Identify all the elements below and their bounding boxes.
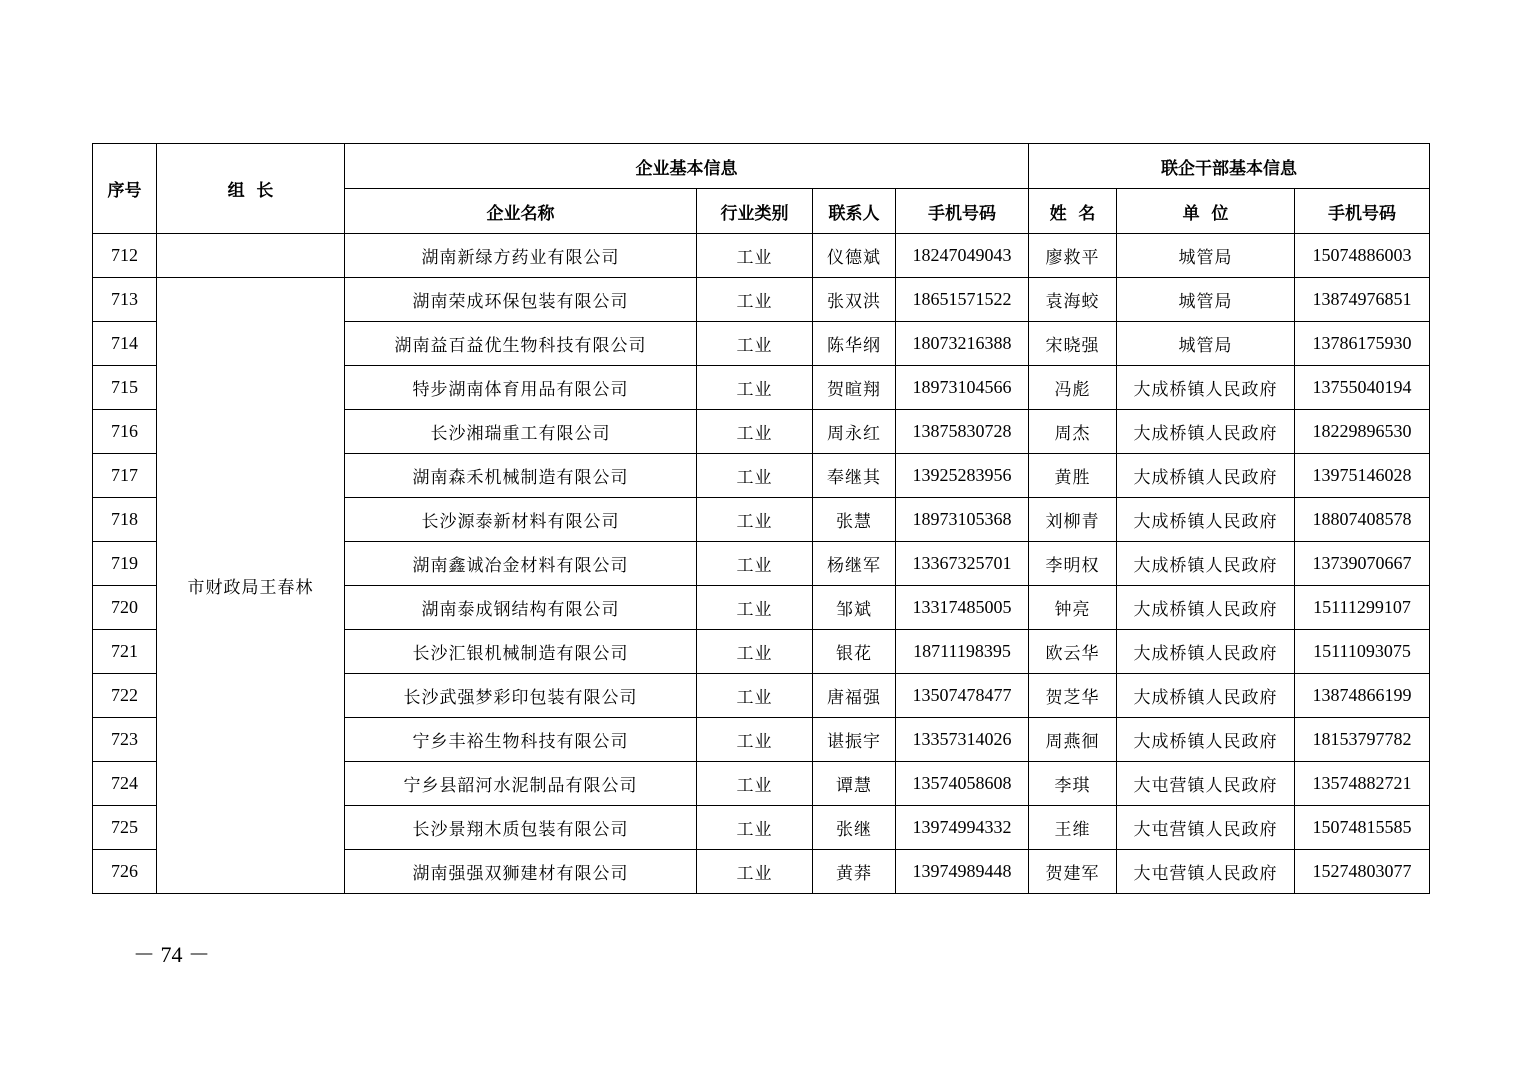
cell-cadre-unit: 大成桥镇人民政府 xyxy=(1117,498,1295,542)
cell-cadre-name: 刘柳青 xyxy=(1029,498,1117,542)
cell-industry: 工业 xyxy=(697,806,813,850)
cell-enterprise-name: 长沙景翔木质包装有限公司 xyxy=(345,806,697,850)
cell-contact: 银花 xyxy=(813,630,896,674)
cell-industry: 工业 xyxy=(697,454,813,498)
cell-industry: 工业 xyxy=(697,366,813,410)
cell-enterprise-phone: 13974989448 xyxy=(896,850,1029,894)
cell-contact: 奉继其 xyxy=(813,454,896,498)
cell-seq: 720 xyxy=(93,586,157,630)
cell-cadre-phone: 18229896530 xyxy=(1295,410,1430,454)
cell-industry: 工业 xyxy=(697,322,813,366)
cell-contact: 邹斌 xyxy=(813,586,896,630)
cell-contact: 谭慧 xyxy=(813,762,896,806)
header-cadre-unit: 单 位 xyxy=(1117,189,1295,234)
cell-cadre-unit: 城管局 xyxy=(1117,234,1295,278)
cell-cadre-name: 钟亮 xyxy=(1029,586,1117,630)
cell-seq: 724 xyxy=(93,762,157,806)
cell-seq: 718 xyxy=(93,498,157,542)
cell-cadre-phone: 13786175930 xyxy=(1295,322,1430,366)
cell-enterprise-phone: 13357314026 xyxy=(896,718,1029,762)
cell-cadre-name: 宋晓强 xyxy=(1029,322,1117,366)
cell-cadre-unit: 大成桥镇人民政府 xyxy=(1117,542,1295,586)
cell-cadre-name: 贺芝华 xyxy=(1029,674,1117,718)
cell-enterprise-phone: 13974994332 xyxy=(896,806,1029,850)
cell-industry: 工业 xyxy=(697,542,813,586)
cell-industry: 工业 xyxy=(697,762,813,806)
cell-cadre-phone: 15111299107 xyxy=(1295,586,1430,630)
cell-seq: 715 xyxy=(93,366,157,410)
cell-industry: 工业 xyxy=(697,410,813,454)
cell-enterprise-name: 长沙源泰新材料有限公司 xyxy=(345,498,697,542)
header-industry: 行业类别 xyxy=(697,189,813,234)
cell-contact: 杨继军 xyxy=(813,542,896,586)
cell-cadre-name: 欧云华 xyxy=(1029,630,1117,674)
cell-cadre-phone: 15074886003 xyxy=(1295,234,1430,278)
cell-enterprise-phone: 13925283956 xyxy=(896,454,1029,498)
cell-cadre-name: 冯彪 xyxy=(1029,366,1117,410)
cell-contact: 张继 xyxy=(813,806,896,850)
cell-cadre-phone: 13874976851 xyxy=(1295,278,1430,322)
cell-enterprise-phone: 18247049043 xyxy=(896,234,1029,278)
cell-seq: 712 xyxy=(93,234,157,278)
cell-cadre-unit: 大屯营镇人民政府 xyxy=(1117,806,1295,850)
cell-seq: 723 xyxy=(93,718,157,762)
table-row xyxy=(93,278,1430,322)
cell-cadre-phone: 15074815585 xyxy=(1295,806,1430,850)
cell-seq: 713 xyxy=(93,278,157,322)
cell-cadre-phone: 13574882721 xyxy=(1295,762,1430,806)
cell-enterprise-name: 宁乡丰裕生物科技有限公司 xyxy=(345,718,697,762)
cell-cadre-phone: 13874866199 xyxy=(1295,674,1430,718)
cell-enterprise-name: 湖南益百益优生物科技有限公司 xyxy=(345,322,697,366)
cell-enterprise-name: 湖南鑫诚冶金材料有限公司 xyxy=(345,542,697,586)
cell-cadre-unit: 城管局 xyxy=(1117,322,1295,366)
header-enterprise-name: 企业名称 xyxy=(345,189,697,234)
cell-cadre-unit: 大屯营镇人民政府 xyxy=(1117,762,1295,806)
cell-contact: 张双洪 xyxy=(813,278,896,322)
header-cadre-name: 姓 名 xyxy=(1029,189,1117,234)
cell-enterprise-name: 湖南新绿方药业有限公司 xyxy=(345,234,697,278)
cell-contact: 唐福强 xyxy=(813,674,896,718)
cell-cadre-name: 黄胜 xyxy=(1029,454,1117,498)
cell-enterprise-phone: 18711198395 xyxy=(896,630,1029,674)
cell-enterprise-name: 湖南泰成钢结构有限公司 xyxy=(345,586,697,630)
cell-cadre-phone: 13755040194 xyxy=(1295,366,1430,410)
cell-cadre-name: 贺建军 xyxy=(1029,850,1117,894)
cell-enterprise-phone: 18651571522 xyxy=(896,278,1029,322)
header-contact: 联系人 xyxy=(813,189,896,234)
cell-cadre-phone: 13975146028 xyxy=(1295,454,1430,498)
header-enterprise-group: 企业基本信息 xyxy=(345,144,1029,189)
cell-cadre-unit: 城管局 xyxy=(1117,278,1295,322)
cell-contact: 黄莽 xyxy=(813,850,896,894)
cell-cadre-name: 廖救平 xyxy=(1029,234,1117,278)
cell-industry: 工业 xyxy=(697,674,813,718)
cell-enterprise-phone: 13507478477 xyxy=(896,674,1029,718)
cell-seq: 726 xyxy=(93,850,157,894)
cell-enterprise-name: 长沙武强梦彩印包装有限公司 xyxy=(345,674,697,718)
cell-cadre-unit: 大成桥镇人民政府 xyxy=(1117,454,1295,498)
cell-seq: 716 xyxy=(93,410,157,454)
page-number: － 74 － xyxy=(133,942,211,967)
cell-cadre-unit: 大成桥镇人民政府 xyxy=(1117,410,1295,454)
cell-cadre-unit: 大成桥镇人民政府 xyxy=(1117,718,1295,762)
cell-enterprise-phone: 18073216388 xyxy=(896,322,1029,366)
cell-enterprise-name: 湖南荣成环保包装有限公司 xyxy=(345,278,697,322)
cell-cadre-unit: 大成桥镇人民政府 xyxy=(1117,586,1295,630)
cell-cadre-name: 李琪 xyxy=(1029,762,1117,806)
cell-industry: 工业 xyxy=(697,234,813,278)
cell-cadre-name: 李明权 xyxy=(1029,542,1117,586)
cell-enterprise-phone: 13317485005 xyxy=(896,586,1029,630)
cell-industry: 工业 xyxy=(697,850,813,894)
cell-contact: 陈华纲 xyxy=(813,322,896,366)
table-row xyxy=(93,234,1430,278)
header-seq: 序号 xyxy=(93,144,157,234)
cell-industry: 工业 xyxy=(697,718,813,762)
cell-seq: 719 xyxy=(93,542,157,586)
table-header xyxy=(93,144,1430,234)
cell-enterprise-name: 特步湖南体育用品有限公司 xyxy=(345,366,697,410)
cell-seq: 725 xyxy=(93,806,157,850)
cell-industry: 工业 xyxy=(697,498,813,542)
cell-enterprise-name: 湖南森禾机械制造有限公司 xyxy=(345,454,697,498)
cell-leader-group: 市财政局王春林 xyxy=(157,278,345,894)
cell-cadre-name: 周燕徊 xyxy=(1029,718,1117,762)
cell-cadre-name: 周杰 xyxy=(1029,410,1117,454)
cell-cadre-unit: 大成桥镇人民政府 xyxy=(1117,366,1295,410)
cell-seq: 722 xyxy=(93,674,157,718)
cell-cadre-unit: 大屯营镇人民政府 xyxy=(1117,850,1295,894)
cell-contact: 贺暄翔 xyxy=(813,366,896,410)
cell-enterprise-name: 宁乡县韶河水泥制品有限公司 xyxy=(345,762,697,806)
header-cadre-group: 联企干部基本信息 xyxy=(1029,144,1430,189)
header-row-1 xyxy=(93,144,1430,189)
cell-leader xyxy=(157,234,345,278)
enterprise-cadre-table xyxy=(92,143,1430,894)
table-body xyxy=(93,234,1430,894)
cell-cadre-name: 袁海蛟 xyxy=(1029,278,1117,322)
cell-industry: 工业 xyxy=(697,586,813,630)
cell-contact: 周永红 xyxy=(813,410,896,454)
cell-enterprise-name: 长沙汇银机械制造有限公司 xyxy=(345,630,697,674)
cell-cadre-phone: 18807408578 xyxy=(1295,498,1430,542)
cell-enterprise-phone: 13367325701 xyxy=(896,542,1029,586)
cell-contact: 仪德斌 xyxy=(813,234,896,278)
header-enterprise-phone: 手机号码 xyxy=(896,189,1029,234)
cell-seq: 717 xyxy=(93,454,157,498)
cell-seq: 721 xyxy=(93,630,157,674)
cell-seq: 714 xyxy=(93,322,157,366)
cell-enterprise-phone: 18973105368 xyxy=(896,498,1029,542)
cell-cadre-phone: 13739070667 xyxy=(1295,542,1430,586)
header-leader: 组 长 xyxy=(157,144,345,234)
cell-enterprise-name: 长沙湘瑞重工有限公司 xyxy=(345,410,697,454)
cell-enterprise-phone: 18973104566 xyxy=(896,366,1029,410)
cell-contact: 谌振宇 xyxy=(813,718,896,762)
cell-cadre-phone: 18153797782 xyxy=(1295,718,1430,762)
cell-enterprise-name: 湖南强强双狮建材有限公司 xyxy=(345,850,697,894)
cell-enterprise-phone: 13574058608 xyxy=(896,762,1029,806)
cell-cadre-phone: 15274803077 xyxy=(1295,850,1430,894)
header-cadre-phone: 手机号码 xyxy=(1295,189,1430,234)
cell-cadre-unit: 大成桥镇人民政府 xyxy=(1117,674,1295,718)
cell-contact: 张慧 xyxy=(813,498,896,542)
cell-industry: 工业 xyxy=(697,278,813,322)
cell-cadre-unit: 大成桥镇人民政府 xyxy=(1117,630,1295,674)
cell-cadre-phone: 15111093075 xyxy=(1295,630,1430,674)
cell-enterprise-phone: 13875830728 xyxy=(896,410,1029,454)
cell-industry: 工业 xyxy=(697,630,813,674)
cell-cadre-name: 王维 xyxy=(1029,806,1117,850)
